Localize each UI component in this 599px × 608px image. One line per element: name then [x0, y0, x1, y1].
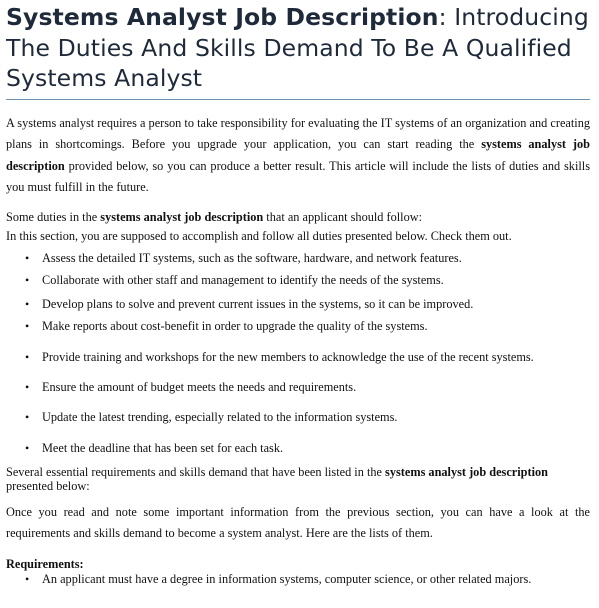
duties-intro: In this section, you are supposed to accomplish and follow all duties presented below. Check them out.	[6, 229, 512, 243]
bullet-icon: •	[25, 379, 30, 394]
bullet-icon: •	[25, 440, 30, 455]
bullet-icon: •	[25, 349, 30, 364]
list-item	[24, 572, 590, 587]
requirements-heading: Requirements:	[6, 556, 84, 571]
requirement-text: An applicant must have a degree in information systems, computer science, or other related majors.	[42, 571, 532, 586]
list-item	[24, 440, 590, 465]
title-rest: : Introducing The Duties And Skills Demand To Be A Qualified Systems Analyst	[6, 3, 589, 92]
skills-heading-text-2: presented below:	[6, 478, 90, 493]
duty-text: Ensure the amount of budget meets the needs and requirements.	[42, 379, 357, 394]
bullet-icon: •	[25, 409, 30, 424]
title-bold: Systems Analyst Job Description	[6, 3, 439, 31]
duty-text: Meet the deadline that has been set for each task.	[42, 440, 284, 455]
title-divider	[6, 99, 590, 100]
list-item	[24, 318, 590, 349]
duty-text: Update the latest trending, especially related to the information systems.	[42, 409, 398, 424]
duties-heading-text-2: that an applicant should follow:	[263, 209, 423, 224]
list-item	[24, 272, 590, 296]
bullet-icon: •	[25, 571, 30, 586]
duty-text: Provide training and workshops for the new members to acknowledge the use of the recent systems.	[42, 349, 534, 364]
skills-intro: Once you read and note some important information from the previous section, you can have a look at the requirements and skills demand to become a system analyst. Here are the lists of them.	[6, 504, 590, 540]
requirements-list	[6, 572, 590, 587]
duty-text: Collaborate with other staff and management to identify the needs of the systems.	[42, 272, 444, 287]
duty-text: Make reports about cost-benefit in order to upgrade the quality of the systems.	[42, 318, 428, 333]
duties-list	[6, 250, 590, 465]
list-item	[24, 349, 590, 379]
duties-heading-keyword: systems analyst job description	[100, 209, 264, 224]
bullet-icon: •	[25, 272, 30, 287]
list-item	[24, 296, 590, 318]
bullet-icon: •	[25, 296, 30, 311]
duty-text: Develop plans to solve and prevent current issues in the systems, so it can be improved.	[42, 296, 474, 311]
intro-keyword: systems analyst job description	[6, 137, 590, 173]
intro-paragraph	[6, 113, 590, 199]
list-item	[24, 250, 590, 272]
intro-text-1: A systems analyst requires a person to take responsibility for evaluating the IT systems of an organization and creating plans in shortcomings. Before you upgrade your application, you can start reading the	[6, 115, 590, 151]
page-title	[6, 2, 590, 94]
article	[6, 0, 590, 587]
duties-heading-text-1: Some duties in the	[6, 209, 101, 224]
duties-section-heading	[6, 208, 590, 247]
skills-heading-keyword: systems analyst job description	[385, 464, 548, 479]
skills-heading	[6, 465, 590, 493]
intro-text-2: provided below, so you can produce a better result. This article will include the lists of duties and skills you must fulfill in the future.	[6, 158, 590, 194]
list-item	[24, 409, 590, 440]
duty-text: Assess the detailed IT systems, such as the software, hardware, and network features.	[42, 250, 462, 265]
bullet-icon: •	[25, 318, 30, 333]
skills-heading-text-1: Several essential requirements and skills demand that have been listed in the	[6, 464, 386, 479]
duties-heading	[6, 208, 590, 228]
bullet-icon: •	[25, 250, 30, 265]
list-item	[24, 379, 590, 409]
